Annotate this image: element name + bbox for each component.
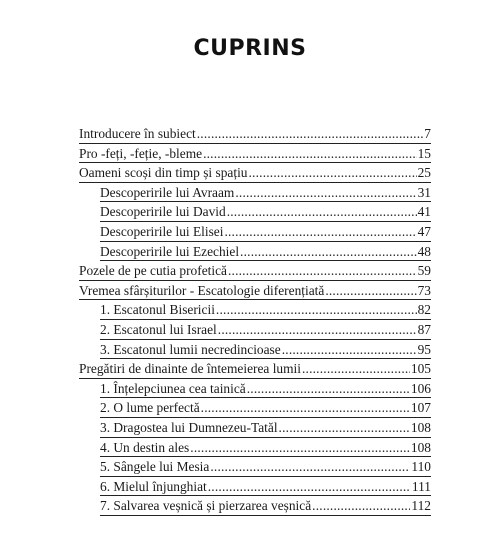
toc-entry-page: 73	[417, 282, 431, 298]
toc-subentry	[100, 438, 431, 458]
page-title: CUPRINS	[193, 36, 307, 61]
toc-entry-page: 31	[417, 184, 431, 200]
toc-entry-title: Pregătiri de dinainte de întemeierea lumii	[79, 361, 301, 377]
toc-entry-page: 82	[417, 302, 431, 318]
dot-leader	[247, 379, 410, 399]
toc-entry-title: Vremea sfârșiturilor - Escatologie diferențiată	[79, 282, 325, 298]
toc-entry-page: 15	[417, 145, 431, 161]
toc-entry	[79, 163, 431, 183]
dot-leader	[249, 163, 417, 183]
toc-entry	[79, 359, 431, 379]
dot-leader	[218, 320, 417, 340]
toc-subentry	[100, 457, 431, 477]
dot-leader	[302, 359, 410, 379]
table-of-contents	[79, 124, 431, 516]
toc-entry	[79, 261, 431, 281]
dot-leader	[224, 222, 416, 242]
toc-entry-page: 95	[417, 341, 431, 357]
dot-leader	[203, 144, 417, 164]
toc-entry-title: 5. Sângele lui Mesia	[100, 459, 210, 475]
toc-entry-page: 25	[417, 165, 431, 181]
toc-entry-title: 1. Escatonul Bisericii	[100, 302, 215, 318]
toc-entry-page: 108	[410, 419, 431, 435]
toc-subentry	[100, 183, 431, 203]
toc-entry-page: 107	[410, 400, 431, 416]
toc-subentry	[100, 418, 431, 438]
toc-entry	[79, 144, 431, 164]
dot-leader	[201, 398, 410, 418]
toc-entry-page: 111	[411, 478, 431, 494]
toc-entry-page: 7	[424, 126, 431, 141]
toc-subentry	[100, 340, 431, 360]
toc-entry-page: 87	[417, 321, 431, 337]
dot-leader	[312, 496, 410, 516]
toc-subentry	[100, 202, 431, 222]
toc-entry-page: 59	[417, 263, 431, 279]
toc-entry-title: 3. Escatonul lumii necredincioase	[100, 341, 281, 357]
dot-leader	[228, 261, 417, 281]
toc-entry-title: Oameni scoși din timp și spațiu	[79, 165, 248, 181]
dot-leader	[216, 300, 417, 320]
toc-entry-title: Descoperirile lui Ezechiel	[100, 243, 240, 259]
toc-entry-page: 108	[410, 439, 431, 455]
toc-subentry	[100, 496, 431, 516]
toc-entry-page: 105	[410, 361, 431, 377]
toc-subentry	[100, 222, 431, 242]
dot-leader	[282, 340, 417, 360]
dot-leader	[210, 457, 410, 477]
toc-entry	[79, 281, 431, 301]
toc-subentry	[100, 320, 431, 340]
toc-entry-title: Pro -feți, -feție, -bleme	[79, 145, 203, 161]
dot-leader	[227, 202, 417, 222]
toc-entry-page: 106	[410, 380, 431, 396]
dot-leader	[190, 438, 410, 458]
dot-leader	[325, 281, 416, 301]
toc-entry-title: Pozele de pe cutia profetică	[79, 263, 227, 279]
toc-subentry	[100, 398, 431, 418]
toc-entry-title: Descoperirile lui David	[100, 204, 226, 220]
dot-leader	[240, 242, 417, 262]
toc-entry-title: 3. Dragostea lui Dumnezeu-Tatăl	[100, 419, 278, 435]
toc-entry	[79, 124, 431, 144]
toc-entry-page: 110	[411, 459, 431, 475]
toc-subentry	[100, 379, 431, 399]
toc-entry-title: 2. O lume perfectă	[100, 400, 200, 416]
toc-entry-page: 47	[417, 223, 431, 239]
dot-leader	[279, 418, 410, 438]
toc-entry-title: 7. Salvarea veșnică și pierzarea veșnică	[100, 498, 312, 514]
toc-entry-title: Descoperirile lui Avraam	[100, 184, 235, 200]
toc-subentry	[100, 477, 431, 497]
dot-leader	[208, 477, 411, 497]
toc-entry-page: 112	[411, 498, 431, 514]
toc-entry-title: 1. Înțelepciunea cea tainică	[100, 380, 246, 396]
toc-subentry	[100, 242, 431, 262]
dot-leader	[197, 124, 424, 144]
toc-entry-title: 4. Un destin ales	[100, 439, 190, 455]
toc-subentry	[100, 300, 431, 320]
toc-entry-title: Descoperirile lui Elisei	[100, 223, 224, 239]
toc-entry-page: 48	[417, 243, 431, 259]
toc-entry-page: 41	[417, 204, 431, 220]
toc-entry-title: 6. Mielul înjunghiat	[100, 478, 207, 494]
toc-entry-title: 2. Escatonul lui Israel	[100, 321, 217, 337]
dot-leader	[235, 183, 416, 203]
toc-entry-title: Introducere în subiect	[79, 126, 196, 141]
